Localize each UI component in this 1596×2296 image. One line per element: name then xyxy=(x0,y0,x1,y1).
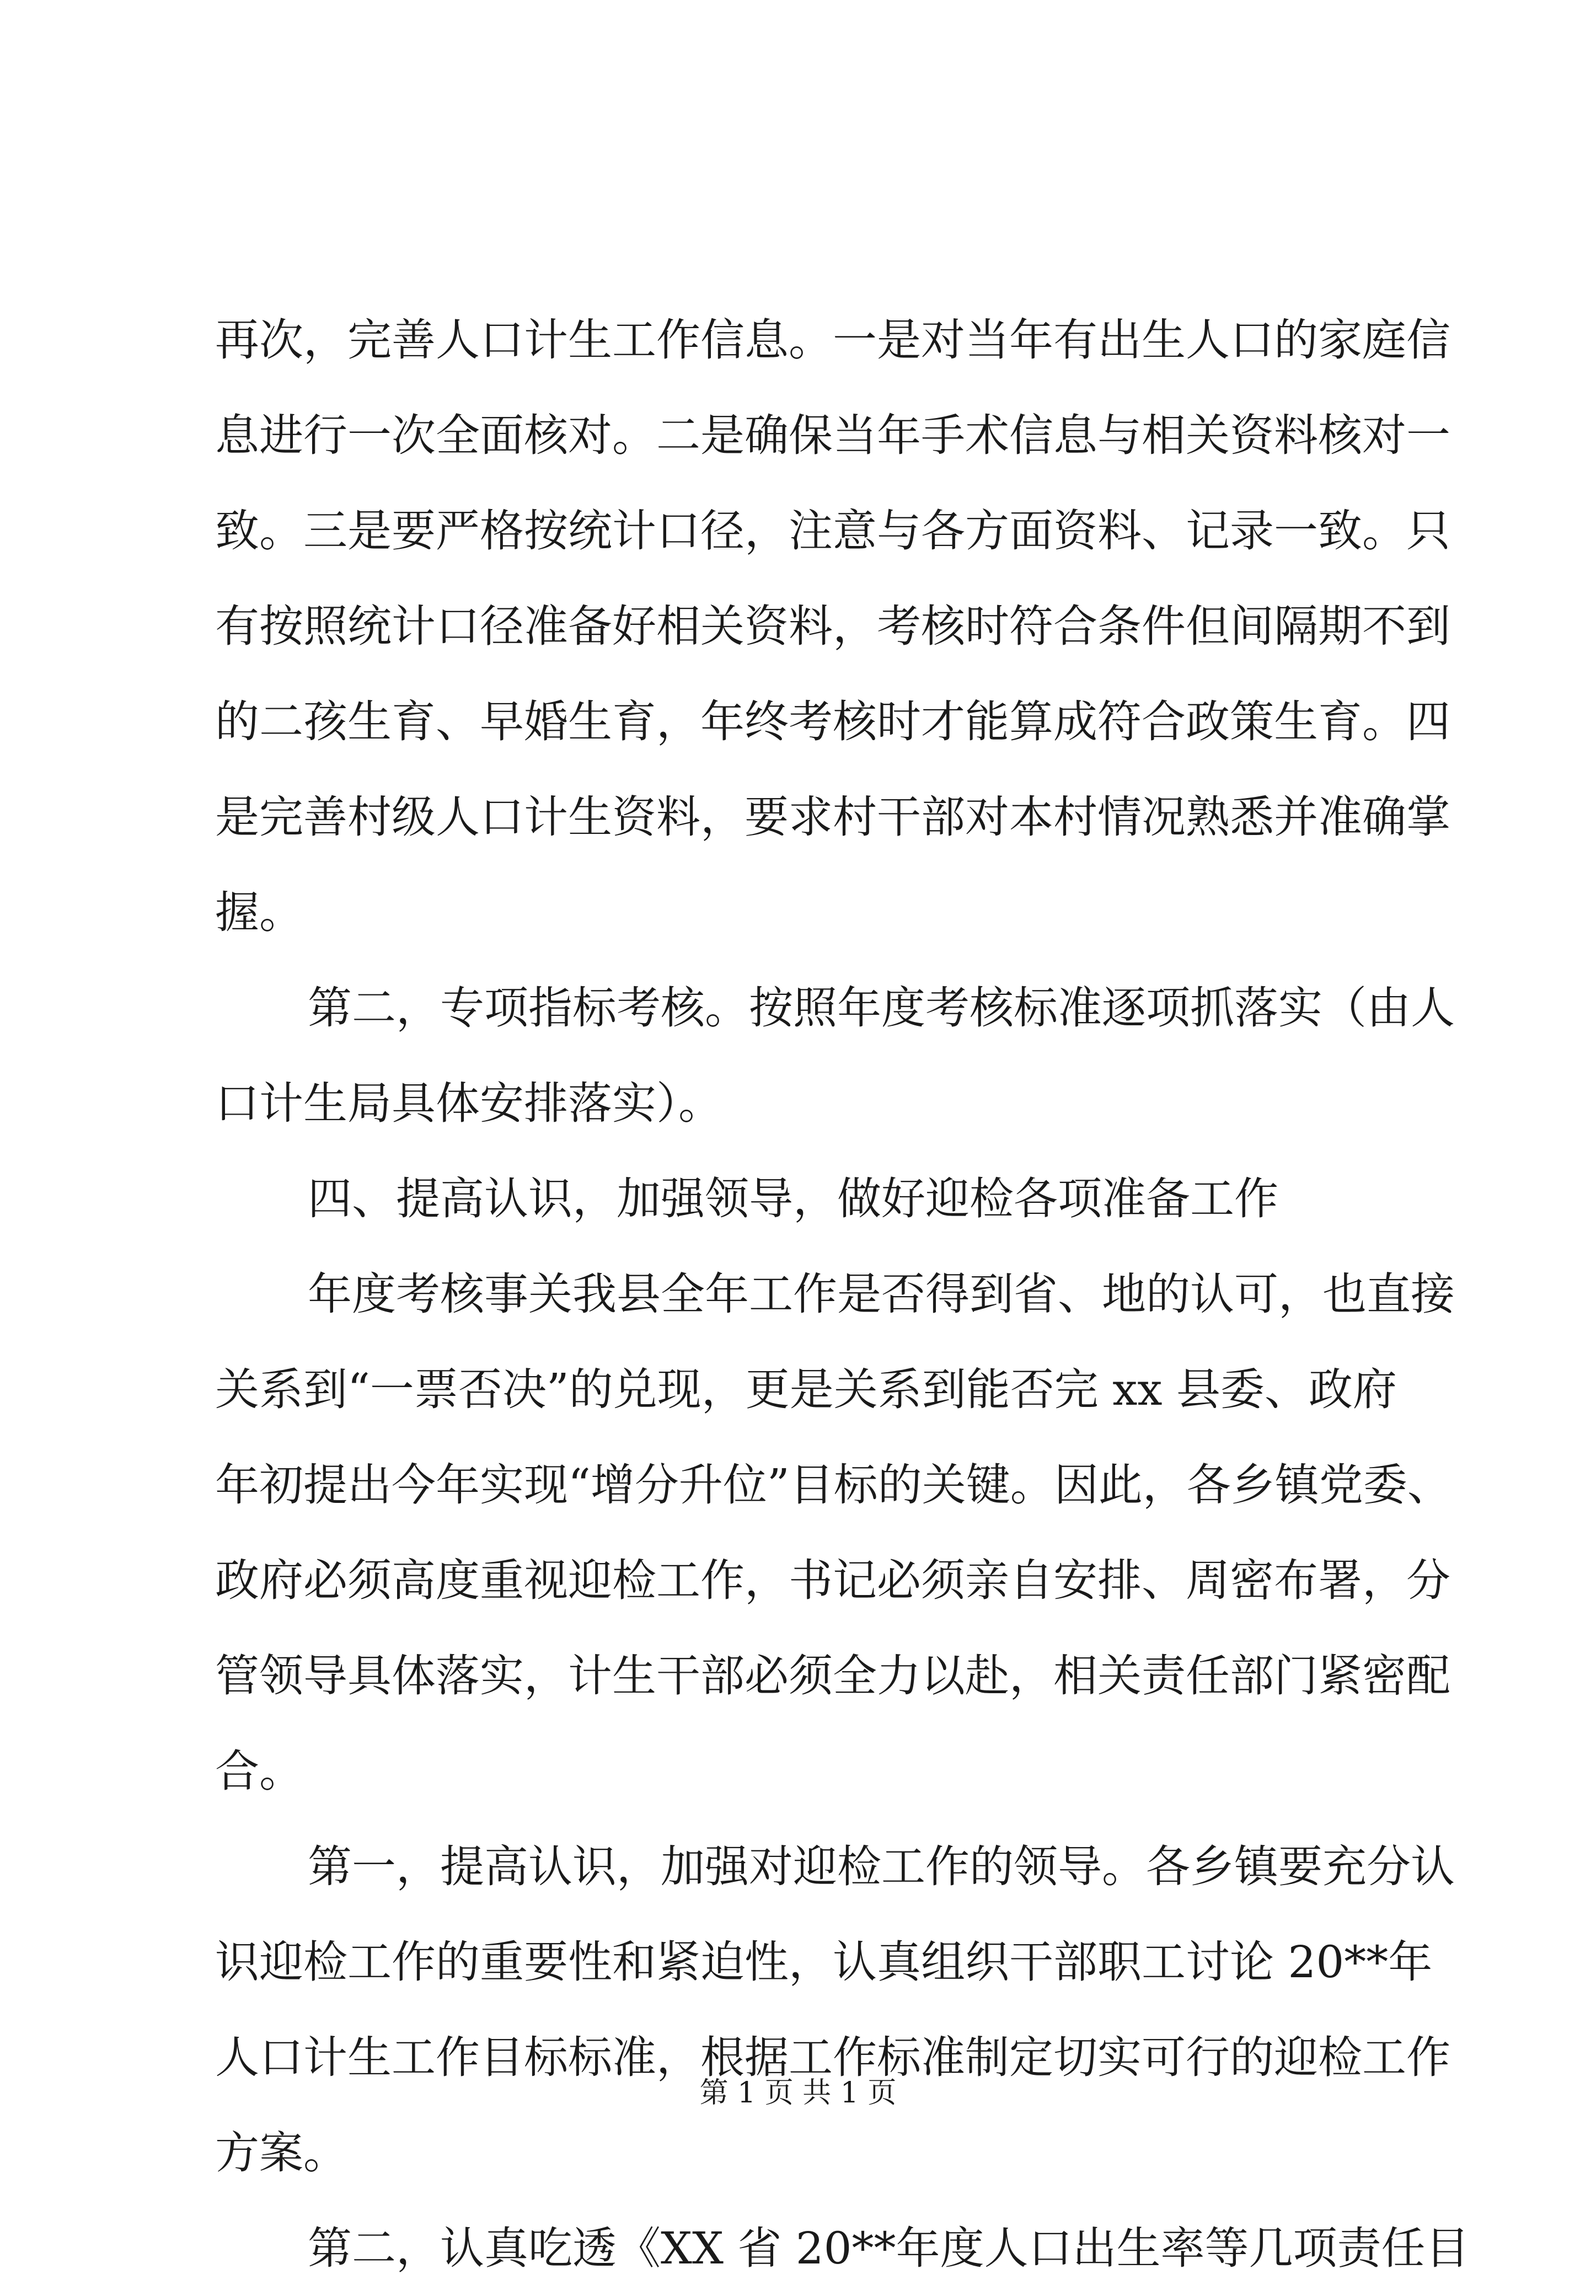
text-line: 四、提高认识，加强领导，做好迎检各项准备工作 xyxy=(308,1173,1278,1224)
text-line: 关系到“一票否决”的兑现，更是关系到能否完 xx 县委、政府 xyxy=(215,1364,1397,1415)
text-line: 致。三是要严格按统计口径，注意与各方面资料、记录一致。只 xyxy=(215,505,1450,556)
text-line: 是完善村级人口计生资料，要求村干部对本村情况熟悉并准确掌 xyxy=(215,791,1450,843)
text-line: 政府必须高度重视迎检工作，书记必须亲自安排、周密布署，分 xyxy=(215,1555,1450,1606)
text-line: 口计生局具体安排落实）。 xyxy=(215,1078,722,1129)
text-line: 年度考核事关我县全年工作是否得到省、地的认可，也直接 xyxy=(308,1269,1455,1320)
text-line: 合。 xyxy=(215,1746,303,1797)
text-line: 识迎检工作的重要性和紧迫性，认真组织干部职工讨论 20**年 xyxy=(215,1936,1433,1988)
text-line: 有按照统计口径准备好相关资料，考核时符合条件但间隔期不到 xyxy=(215,601,1450,652)
text-line: 第二，专项指标考核。按照年度考核标准逐项抓落实（由人 xyxy=(308,982,1455,1034)
text-line: 息进行一次全面核对。二是确保当年手术信息与相关资料核对一 xyxy=(215,410,1450,461)
text-line: 管领导具体落实，计生干部必须全力以赴，相关责任部门紧密配 xyxy=(215,1650,1450,1701)
page-footer: 第 1 页 共 1 页 xyxy=(699,2076,897,2110)
text-line: 第二，认真吃透《XX 省 20**年度人口出生率等几项责任目 xyxy=(308,2223,1470,2274)
text-line: 握。 xyxy=(215,887,303,938)
body-text xyxy=(215,292,1470,2296)
text-line: 第一，提高认识，加强对迎检工作的领导。各乡镇要充分认 xyxy=(308,1841,1455,1892)
text-line: 的二孩生育、早婚生育，年终考核时才能算成符合政策生育。四 xyxy=(215,696,1450,747)
text-line: 方案。 xyxy=(215,2127,347,2179)
text-line: 再次，完善人口计生工作信息。一是对当年有出生人口的家庭信 xyxy=(215,314,1450,366)
text-line: 人口计生工作目标标准，根据工作标准制定切实可行的迎检工作 xyxy=(215,2032,1450,2083)
text-line: 年初提出今年实现“增分升位”目标的关键。因此，各乡镇党委、 xyxy=(215,1459,1452,1511)
